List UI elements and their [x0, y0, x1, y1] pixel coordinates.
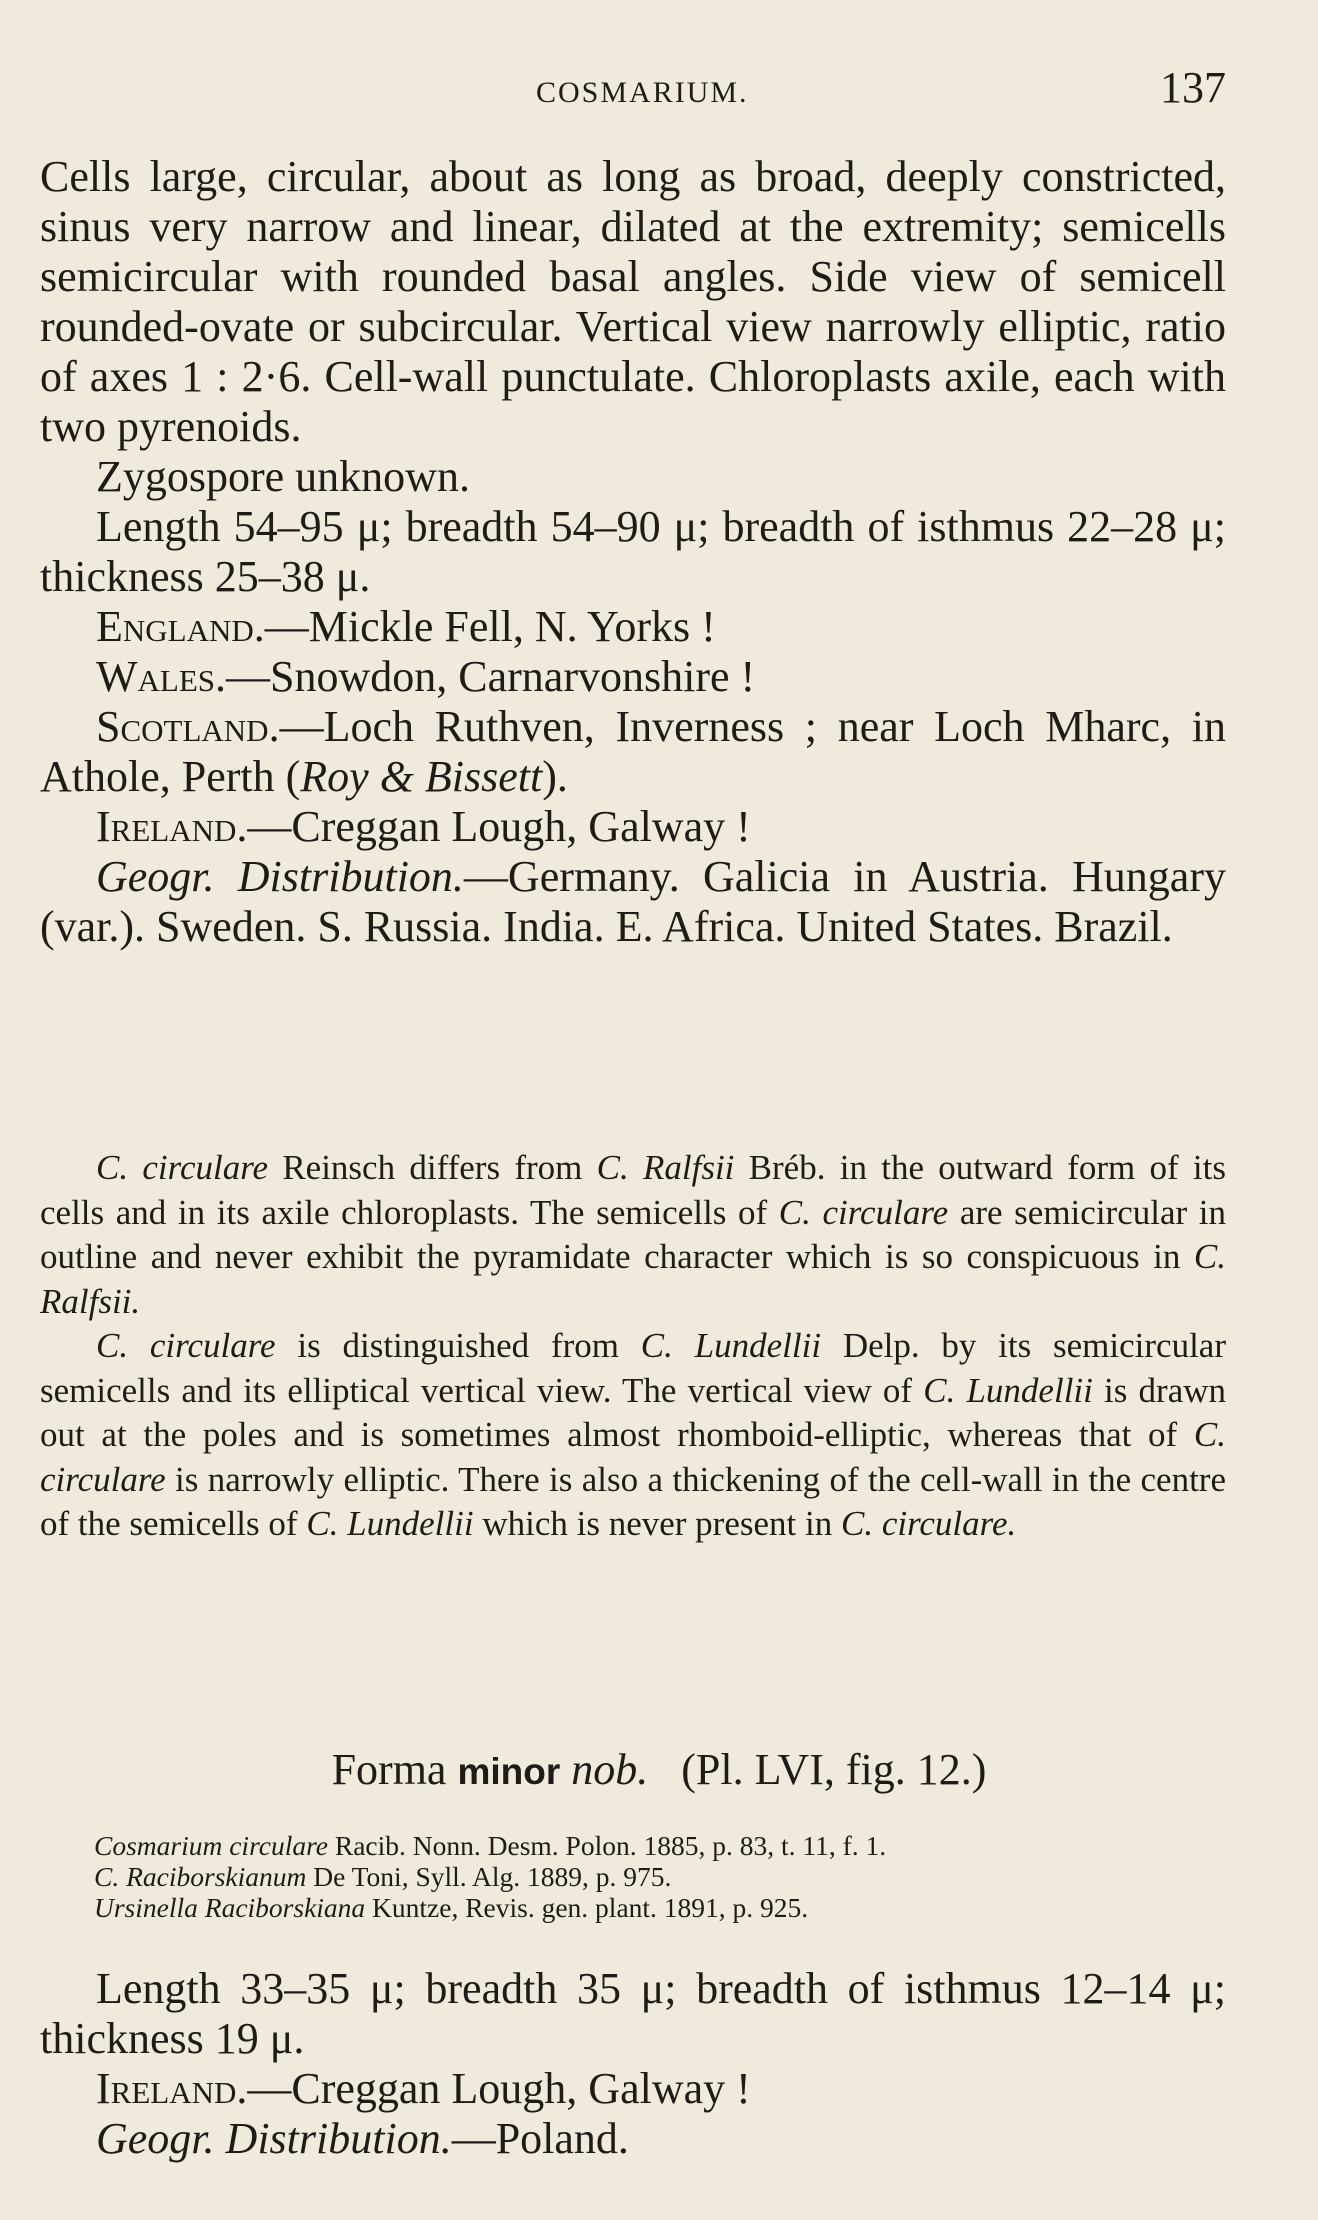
locality-ireland — [40, 802, 1226, 852]
taxon-name: C. Lundellii — [640, 1326, 822, 1365]
synonym-name: Cosmarium circulare — [94, 1830, 328, 1861]
locality-text: —Loch Ruthven, Inverness ; near Loch Mharc, in Athole, Perth ( — [40, 702, 1226, 801]
synonym-reference: Kuntze, Revis. gen. plant. 1891, p. 925. — [365, 1892, 809, 1923]
taxon-name: C. Ralfsii. — [40, 1237, 1226, 1321]
note-text: Bréb. in the outward form of its cells and in its axile chloroplasts. The semicells of — [40, 1148, 1226, 1232]
synonymy-list — [40, 1830, 1226, 1923]
description-paragraph: Cells large, circular, about as long as broad, deeply constricted, sinus very narrow and linear, dilated at the extremity; semicells semicircular with rounded basal angles. Side view of semicell rounded-ovate or subcircular. Vertical view narrowly elliptic, ratio of axes 1 : 2·6. Cell-wall punctulate. Chloroplasts axile, each with two pyrenoids. — [40, 152, 1226, 451]
forma-dimensions: Length 33–35 μ; breadth 35 μ; breadth of isthmus 12–14 μ; thickness 19 μ. — [40, 1964, 1226, 2063]
forma-description — [40, 1964, 1226, 2164]
notes-section — [40, 1146, 1226, 1547]
page-number: 137 — [1160, 63, 1226, 112]
taxon-name: C. circulare — [778, 1192, 949, 1232]
note-paragraph-2 — [40, 1324, 1226, 1547]
locality-text: —Mickle Fell, N. Yorks ! — [264, 602, 716, 651]
synonym-reference: Racib. Nonn. Desm. Polon. 1885, p. 83, t. 11, f. 1. — [328, 1830, 887, 1861]
taxon-name: C. circulare — [96, 1326, 276, 1365]
synonym-entry — [40, 1830, 1226, 1861]
locality-text: —Snowdon, Carnarvonshire ! — [226, 652, 756, 701]
taxon-name: C. circulare — [96, 1148, 269, 1187]
taxon-name: C. Lundellii — [923, 1370, 1093, 1410]
forma-name: minor — [457, 1751, 561, 1792]
page-header — [0, 62, 1318, 122]
note-text: is distinguished from — [275, 1326, 641, 1365]
synonym-reference: De Toni, Syll. Alg. 1889, p. 975. — [306, 1861, 672, 1892]
forma-author: nob. — [571, 1745, 649, 1794]
distribution-label: Geogr. Distribution. — [96, 852, 464, 901]
distribution-label: Geogr. Distribution. — [96, 2114, 452, 2163]
locality-text-end: ). — [542, 752, 568, 801]
locality-england — [40, 602, 1226, 652]
forma-locality — [40, 2064, 1226, 2114]
locality-region: Ireland. — [96, 2064, 248, 2113]
note-text: Reinsch differs from — [268, 1148, 597, 1187]
locality-region: Ireland. — [96, 802, 248, 851]
locality-scotland — [40, 702, 1226, 802]
note-text: is drawn out at the poles and is sometimes almost rhomboid-elliptic, whereas that of — [40, 1370, 1227, 1454]
species-description — [40, 152, 1226, 952]
locality-text: —Creggan Lough, Galway ! — [247, 2064, 751, 2113]
taxon-name: C. circulare — [40, 1415, 1226, 1499]
note-text: are semicircular in outline and never exhibit the pyramidate character which is so conspicuous in — [40, 1192, 1226, 1276]
locality-collectors: Roy & Bissett — [300, 752, 543, 801]
running-head: COSMARIUM. — [536, 76, 749, 109]
distribution-text: —Germany. Galicia in Austria. Hungary (var.). Sweden. S. Russia. India. E. Africa. United States. Brazil. — [40, 852, 1226, 951]
locality-region: Scotland. — [96, 702, 280, 751]
taxon-name: C. Ralfsii — [596, 1148, 735, 1187]
zygospore-line: Zygospore unknown. — [96, 452, 470, 501]
taxon-name: C. Lundellii — [306, 1504, 474, 1543]
locality-region: England. — [96, 602, 265, 651]
synonym-entry — [40, 1892, 1226, 1923]
note-text: which is never present in — [473, 1504, 841, 1543]
locality-text: —Creggan Lough, Galway ! — [247, 802, 751, 851]
synonym-name: Ursinella Raciborskiana — [94, 1892, 366, 1923]
synonym-name: C. Raciborskianum — [94, 1861, 307, 1892]
geographic-distribution — [40, 852, 1226, 952]
locality-wales — [40, 652, 1226, 702]
note-text: Delp. by its semicircular semicells and its elliptical vertical view. The vertical view of — [40, 1326, 1226, 1410]
taxon-name: C. circulare. — [840, 1504, 1017, 1543]
forma-prefix: Forma — [331, 1745, 458, 1794]
plate-reference: (Pl. LVI, fig. 12.) — [681, 1745, 987, 1794]
dimensions-line: Length 54–95 μ; breadth 54–90 μ; breadth of isthmus 22–28 μ; thickness 25–38 μ. — [40, 502, 1226, 601]
synonym-entry — [40, 1861, 1226, 1892]
note-text: is narrowly elliptic. There is also a thickening of the cell-wall in the centre of the semicells of — [40, 1459, 1226, 1543]
locality-region: Wales. — [96, 652, 227, 701]
forma-heading — [0, 1744, 1318, 1798]
note-paragraph-1 — [40, 1146, 1226, 1324]
distribution-text: —Poland. — [451, 2114, 629, 2163]
forma-distribution — [40, 2114, 1226, 2164]
